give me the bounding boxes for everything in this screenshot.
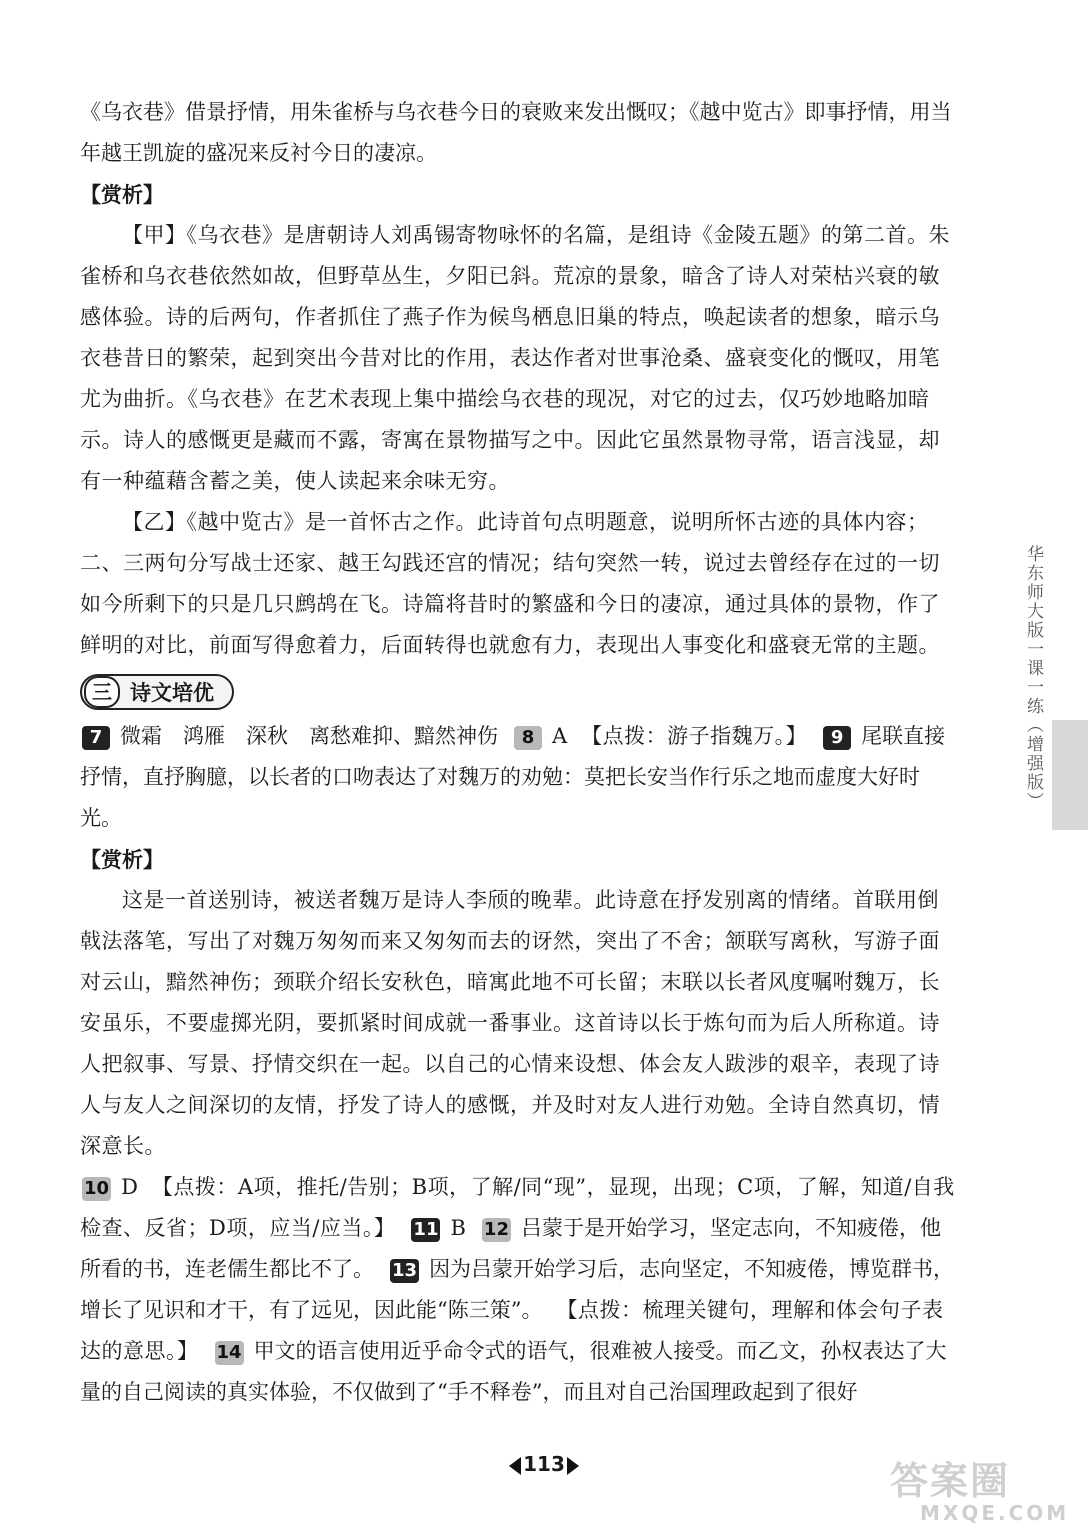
answer-9: 尾联直接抒情，直抒胸臆，以长者的口吻表达了对魏万的劝勉：莫把长安当作行乐之地而虚度大好时光。 [80,724,946,830]
answer-content [80,92,960,1413]
question-number-8: 8 [514,726,542,750]
hint-8: 【点拨：游子指魏万。】 [581,724,808,748]
section-number: 三 [84,676,120,708]
answers-10-14 [80,1167,960,1413]
heading-appreciation-1: 【赏析】 [80,182,164,207]
question-number-9: 9 [823,726,851,750]
hint-13: 【点拨：梳理关键句，理解和体会句子表达的意思。】 [80,1298,944,1363]
paragraph-appreciation: 这是一首送别诗，被送者魏万是诗人李颀的晚辈。此诗意在抒发别离的情绪。首联用倒戟法落笔，写出了对魏万匆匆而来又匆匆而去的讶然，突出了不舍；颔联写离秋，写游子面对云山，黯然神伤；颈联介绍长安秋色，暗寓此地不可长留；末联以长者风度嘱咐魏万，长安虽乐，不要虚掷光阴，要抓紧时间成就一番事业。这首诗以长于炼句而为后人所称道。诗人把叙事、写景、抒情交织在一起。以自己的心情来设想、体会友人跋涉的艰辛，表现了诗人与友人之间深切的友情，抒发了诗人的感慨，并及时对友人进行劝勉。全诗自然真切，情深意长。 [80,888,940,1158]
side-tab-marker [1052,720,1088,830]
section-header [80,670,960,714]
watermark-cn: 答案圈 [890,1459,1011,1503]
answer-11: B [450,1216,466,1240]
question-number-10: 10 [84,1177,110,1199]
answer-8: A [552,724,568,748]
side-book-title: 华东师大版一课一练（增强版） [1023,545,1043,811]
answer-10: D [121,1175,138,1199]
paragraph-jia: 【甲】《乌衣巷》是唐朝诗人刘禹锡寄物咏怀的名篇，是组诗《金陵五题》的第二首。朱雀桥和乌衣巷依然如故，但野草丛生，夕阳已斜。荒凉的景象，暗含了诗人对荣枯兴衰的敏感体验。诗的后两句，作者抓住了燕子作为候鸟栖息旧巢的特点，唤起读者的想象，暗示乌衣巷昔日的繁荣，起到突出今昔对比的作用，表达作者对世事沧桑、盛衰变化的慨叹，用笔尤为曲折。《乌衣巷》在艺术表现上集中描绘乌衣巷的现况，对它的过去，仅巧妙地略加暗示。诗人的感慨更是藏而不露，寄寓在景物描写之中。因此它虽然景物寻常，语言浅显，却有一种蕴藉含蓄之美，使人读起来余味无穷。 [80,223,950,493]
right-triangle-icon [567,1457,579,1475]
answer-12: 吕蒙于是开始学习，坚定志向，不知疲倦，他所看的书，连老儒生都比不了。 [80,1216,941,1281]
section-title: 诗文培优 [130,679,214,705]
paragraph-yi: 【乙】《越中览古》是一首怀古之作。此诗首句点明题意，说明所怀古迹的具体内容；二、三两句分写战士还家、越王勾践还宫的情况；结句突然一转，说过去曾经存在过的一切如今所剩下的只是几只鹧鸪在飞。诗篇将昔时的繁盛和今日的凄凉，通过具体的景物，作了鲜明的对比，前面写得愈着力，后面转得也就愈有力，表现出人事变化和盛衰无常的主题。 [80,510,940,657]
section-pill [80,674,234,710]
answer-7: 微霜 鸿雁 深秋 离愁难抑、黯然神伤 [120,724,498,748]
left-triangle-icon [509,1457,521,1475]
question-number-12: 12 [483,1218,509,1240]
answer-13: 因为吕蒙开始学习后，志向坚定，不知疲倦，博览群书，增长了见识和才干，有了远见，因此能“陈三策”。 [80,1257,955,1322]
question-number-11: 11 [413,1218,439,1240]
answer-14: 甲文的语言使用近乎命令式的语气，很难被人接受。而乙文，孙权表达了大量的自己阅读的真实体验，不仅做到了“手不释卷”，而且对自己治国理政起到了很好 [80,1339,947,1404]
question-number-14: 14 [216,1341,242,1363]
page-number-text: 113 [523,1452,565,1476]
answers-7-9 [80,716,960,839]
watermark-en: MXQE.COM [920,1501,1070,1525]
hint-10: 【点拨：A项，推托/告别；B项，了解/同“现”，显现，出现；C项，了解，知道/自我检查、反省；D项，应当/应当。】 [80,1175,955,1240]
heading-appreciation-2: 【赏析】 [80,847,164,872]
watermark-logo [890,1460,1080,1530]
question-number-13: 13 [392,1259,418,1281]
paragraph-conclusion: 《乌衣巷》借景抒情，用朱雀桥与乌衣巷今日的衰败来发出慨叹；《越中览古》即事抒情，用当年越王凯旋的盛况来反衬今日的凄凉。 [80,100,952,165]
question-number-7: 7 [82,726,110,750]
